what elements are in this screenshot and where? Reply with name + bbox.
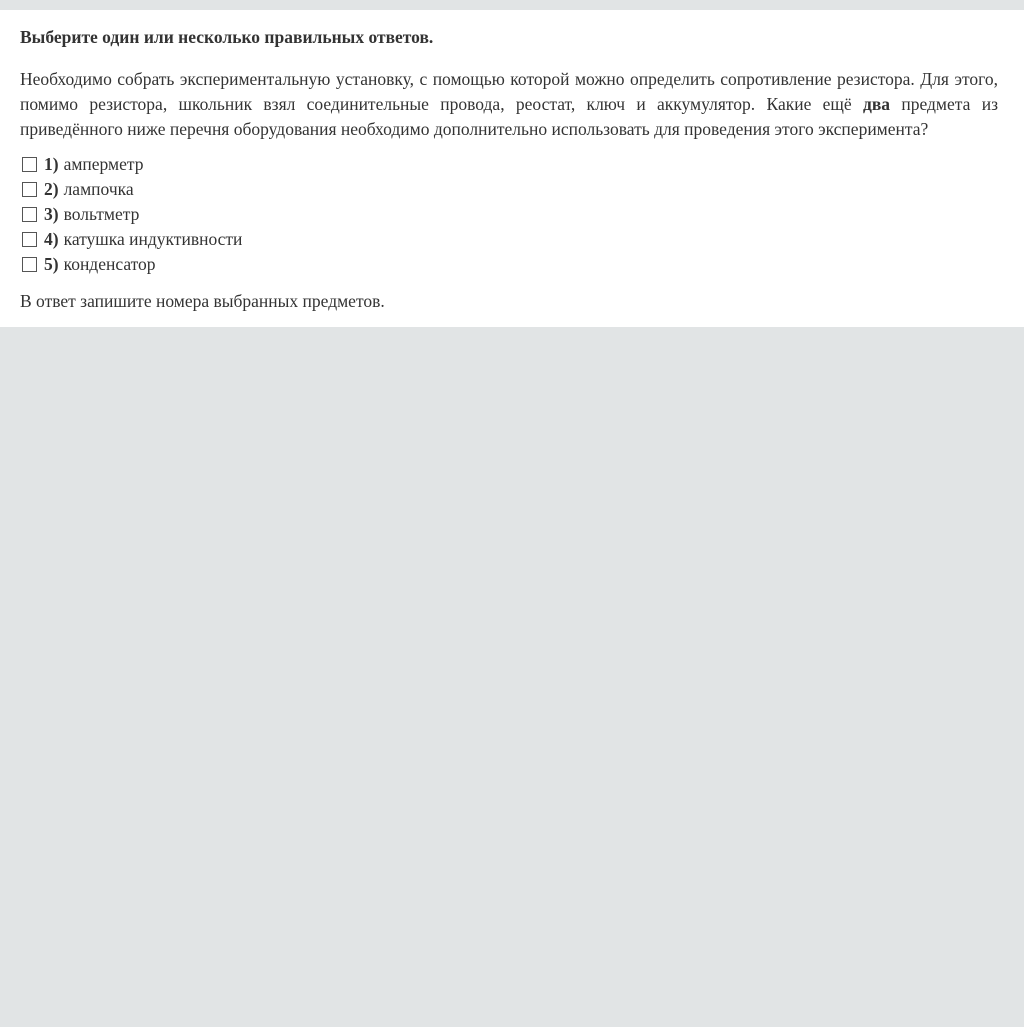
- option-label: конденсатор: [63, 254, 156, 274]
- option-label: вольтметр: [63, 204, 140, 224]
- answer-options-list: [20, 152, 998, 277]
- checkbox-1[interactable]: [22, 157, 37, 172]
- option-number: 4): [44, 229, 59, 249]
- answer-option-1[interactable]: [20, 152, 998, 177]
- option-number: 1): [44, 154, 59, 174]
- task-instruction: Выберите один или несколько правильных ответов.: [20, 27, 434, 47]
- answer-instruction: В ответ запишите номера выбранных предметов.: [20, 291, 385, 311]
- question-text-part2: предмета из приведённого ниже перечня оборудования необходимо дополнительно использовать для проведения этого эксперимента?: [20, 94, 999, 139]
- checkbox-3[interactable]: [22, 207, 37, 222]
- option-label: амперметр: [63, 154, 144, 174]
- option-number: 5): [44, 254, 59, 274]
- answer-option-5[interactable]: [20, 252, 998, 277]
- answer-option-4[interactable]: [20, 227, 998, 252]
- question-emphasis: два: [863, 94, 891, 114]
- answer-option-2[interactable]: [20, 177, 998, 202]
- option-label: лампочка: [63, 179, 134, 199]
- option-number: 3): [44, 204, 59, 224]
- option-label: катушка индуктивности: [63, 229, 243, 249]
- task-card: [0, 10, 1024, 327]
- question-text-part1: Необходимо собрать экспериментальную установку, с помощью которой можно определить сопротивление резистора. Для этого, помимо резистора, школьник взял соединительные провода, реостат, ключ и аккумулятор. Какие ещё: [20, 69, 998, 114]
- option-number: 2): [44, 179, 59, 199]
- question-text: [20, 67, 998, 142]
- checkbox-4[interactable]: [22, 232, 37, 247]
- checkbox-2[interactable]: [22, 182, 37, 197]
- answer-option-3[interactable]: [20, 202, 998, 227]
- checkbox-5[interactable]: [22, 257, 37, 272]
